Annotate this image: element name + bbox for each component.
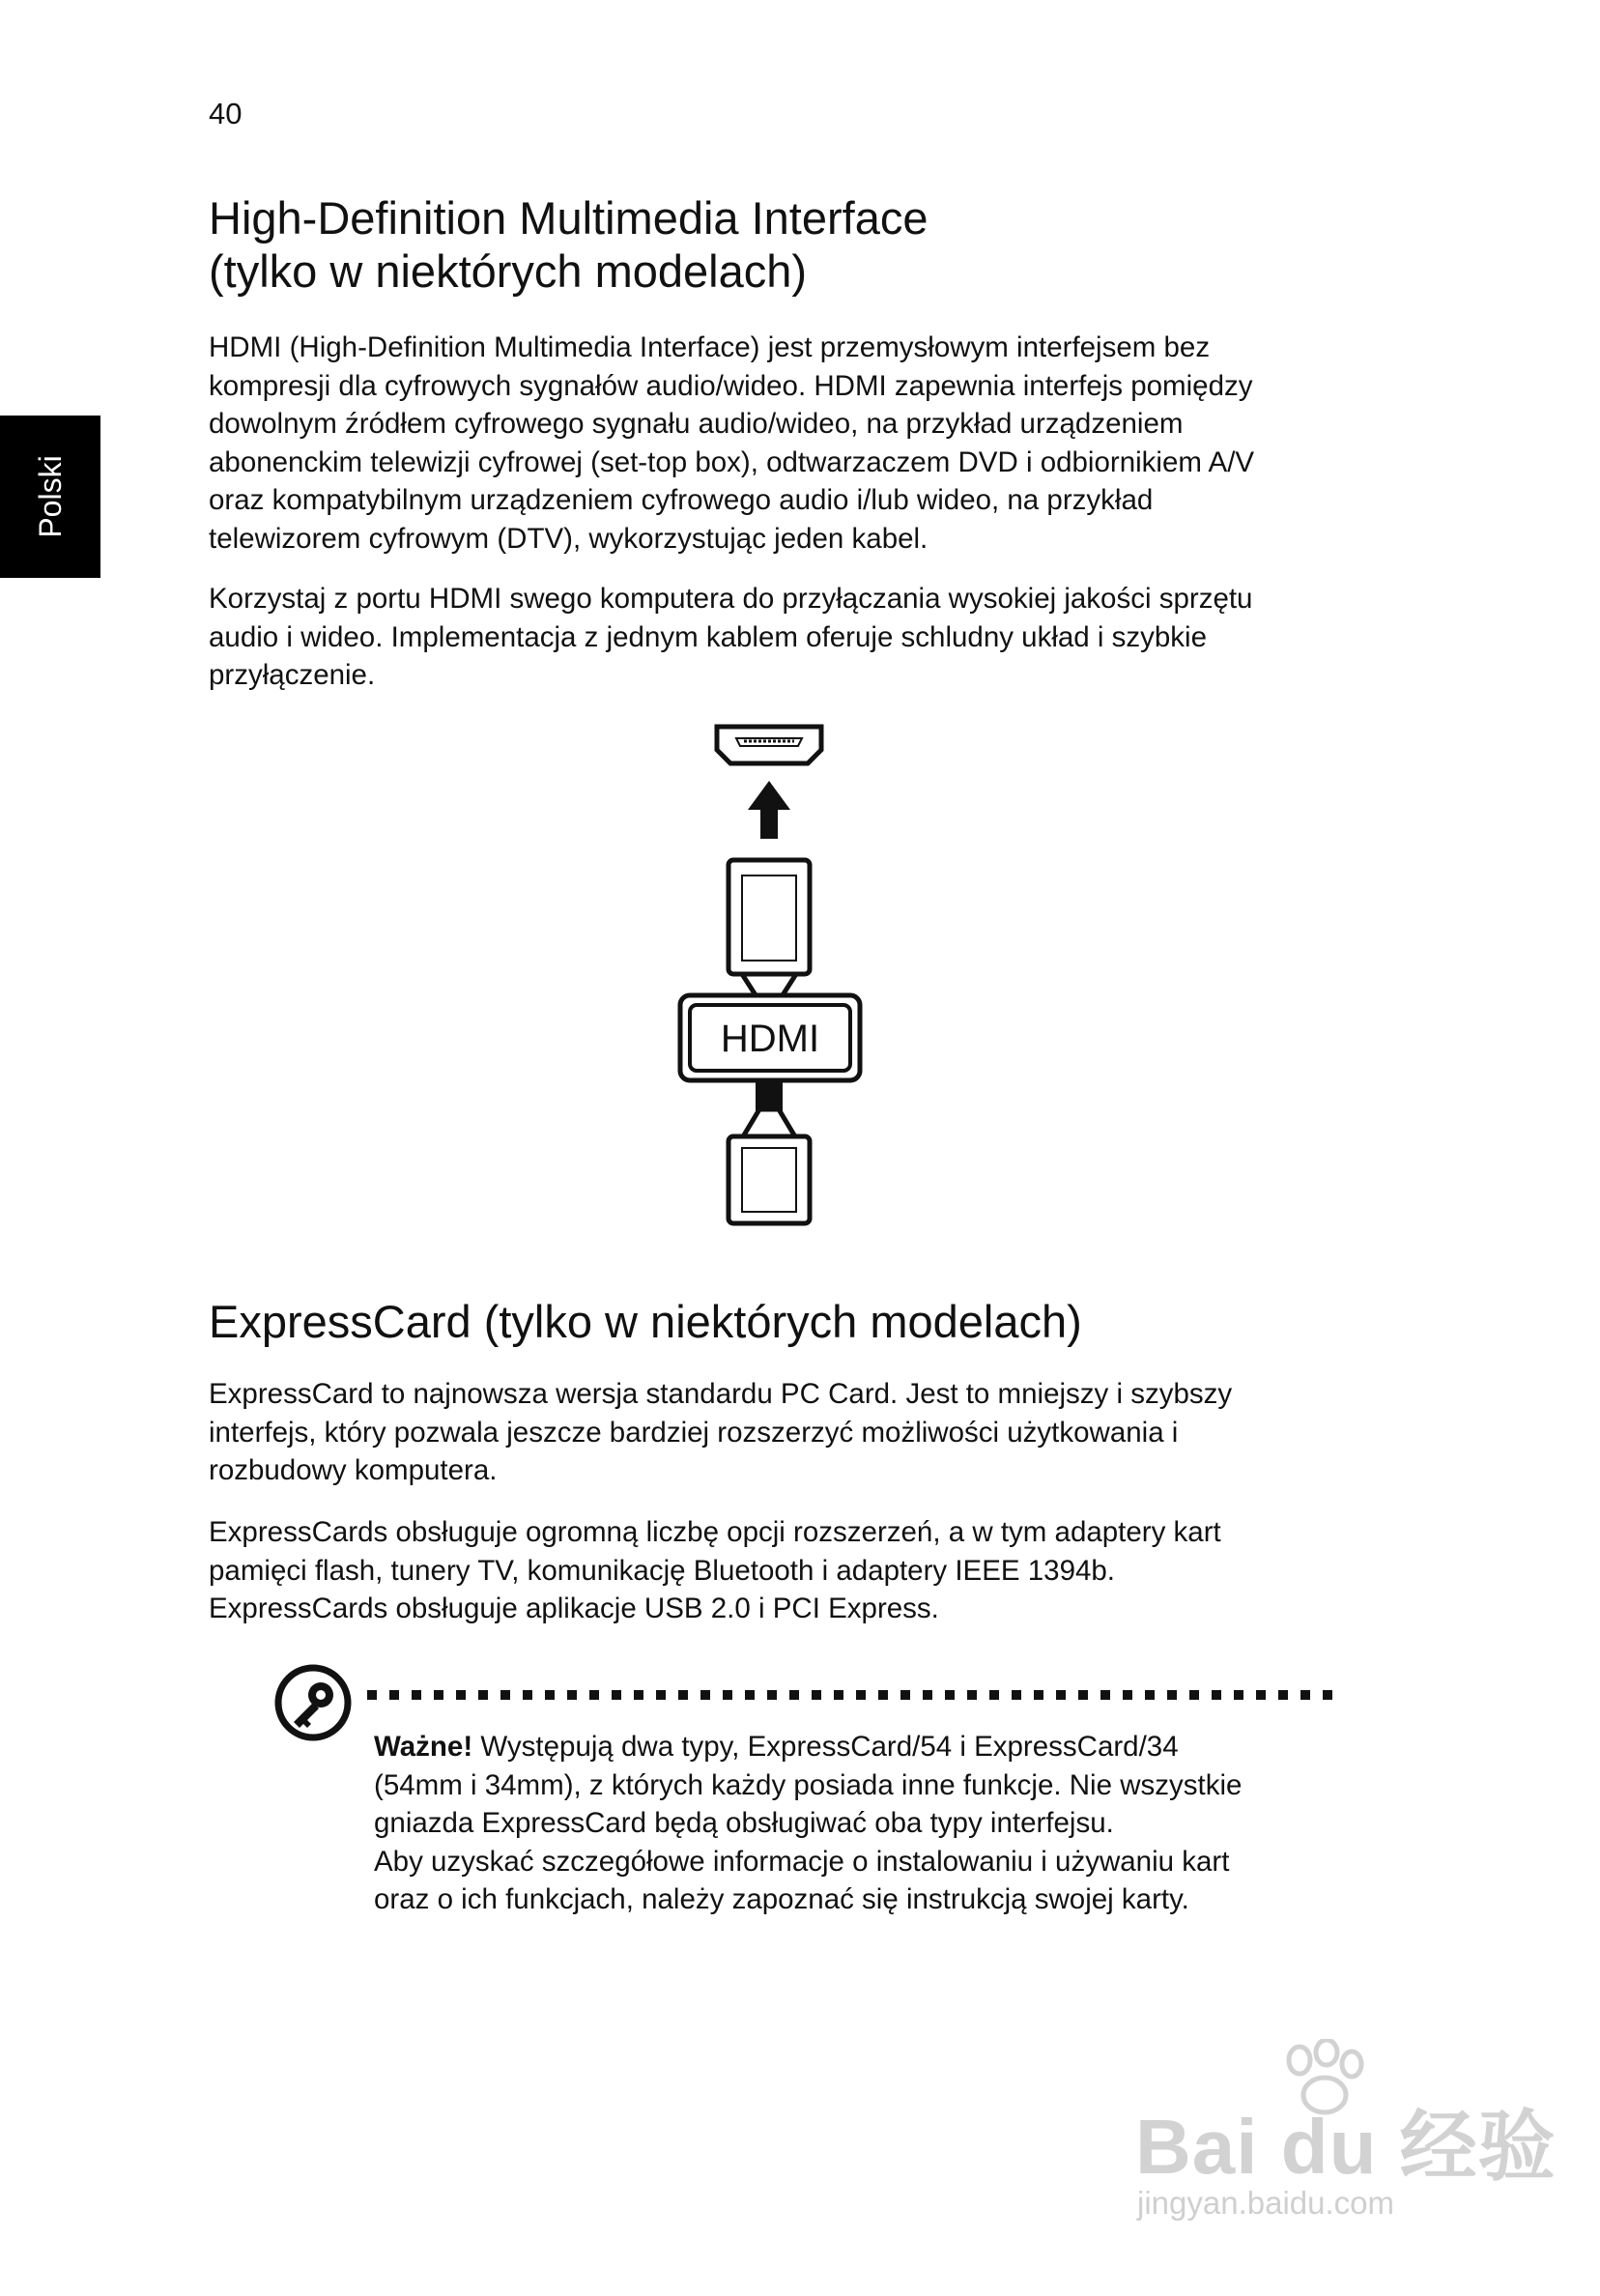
page-number: 40 [209,97,243,130]
hdmi-port-icon [717,727,821,763]
hdmi-section-title [209,191,929,298]
note-line-1 [374,1728,1340,1766]
text-line: telewizorem cyfrowym (DTV), wykorzystując jeden kabel. [209,522,929,555]
text-line: dowolnym źródłem cyfrowego sygnału audio/wideo, na przykład urządzeniem [209,408,1184,441]
expresscard-paragraph-1 [209,1375,1368,1490]
expresscard-section-title [209,1295,1082,1348]
text-line: oraz kompatybilnym urządzeniem cyfrowego audio i/lub wideo, na przykład [209,484,1154,517]
hdmi-paragraph-1 [209,329,1368,559]
text-line: gniazda ExpressCard będą obsługiwać oba typy interfejsu. [374,1807,1114,1840]
text-line: Korzystaj z portu HDMI swego komputera do przyłączania wysokiej jakości sprzętu [209,583,1253,615]
expresscard-title-text: ExpressCard (tylko w niektórych modelach) [209,1296,1082,1347]
text-line: ExpressCards obsługuje ogromną liczbę opcji rozszerzeń, a w tym adaptery kart [209,1516,1221,1548]
up-arrow-icon [748,781,790,839]
watermark-url: jingyan.baidu.com [1137,2185,1394,2221]
hdmi-title-line-1: High-Definition Multimedia Interface [209,192,929,244]
text-line: przyłączenie. [209,659,376,692]
text-line: Aby uzyskać szczegółowe informacje o instalowaniu i używaniu kart [374,1845,1230,1878]
text-line: ExpressCards obsługuje aplikacje USB 2.0 i PCI Express. [209,1593,939,1625]
side-language-tab [0,416,100,578]
text-line: pamięci flash, tunery TV, komunikację Bluetooth i adaptery IEEE 1394b. [209,1554,1115,1587]
note-label: Ważne! [374,1731,473,1763]
text-line: rozbudowy komputera. [209,1454,498,1487]
text-line: abonenckim telewizji cyfrowej (set-top box), odtwarzaczem DVD i odbiornikiem A/V [209,445,1255,478]
text-line: (54mm i 34mm), z których każdy posiada inne funkcje. Nie wszystkie [374,1768,1243,1801]
text-line: oraz o ich funkcjach, należy zapoznać się instrukcją swojej karty. [374,1883,1189,1916]
baidu-watermark [1126,2039,1557,2232]
key-icon [272,1662,354,1743]
note-text [374,1728,1340,1919]
text-line: HDMI (High-Definition Multimedia Interface) jest przemysłowym interfejsem bez [209,331,1211,363]
hdmi-paragraph-2 [209,580,1368,695]
expresscard-paragraph-2 [209,1513,1368,1628]
hdmi-title-line-2: (tylko w niektórych modelach) [209,245,808,297]
text-line: kompresji dla cyfrowych sygnałów audio/wideo. HDMI zapewnia interfejs pomiędzy [209,369,1253,402]
hdmi-plug-lower [729,1078,810,1223]
side-language-tab-label: Polski [33,455,68,538]
hdmi-connector-figure [667,715,879,1237]
hdmi-label-text: HDMI [720,1018,820,1060]
note-dotted-rule [367,1690,1343,1700]
hdmi-label-box [680,995,860,1080]
text-line: audio i wideo. Implementacja z jednym kablem oferuje schludny układ i szybkie [209,620,1208,653]
text-line: interfejs, który pozwala jeszcze bardziej rozszerzyć możliwości użytkowania i [209,1416,1179,1449]
note-line-1-text: Występują dwa typy, ExpressCard/54 i ExpressCard/34 [472,1731,1179,1763]
text-line: ExpressCard to najnowsza wersja standardu PC Card. Jest to mniejszy i szybszy [209,1378,1233,1410]
watermark-brand: Bai du 经验 [1135,2104,1557,2190]
